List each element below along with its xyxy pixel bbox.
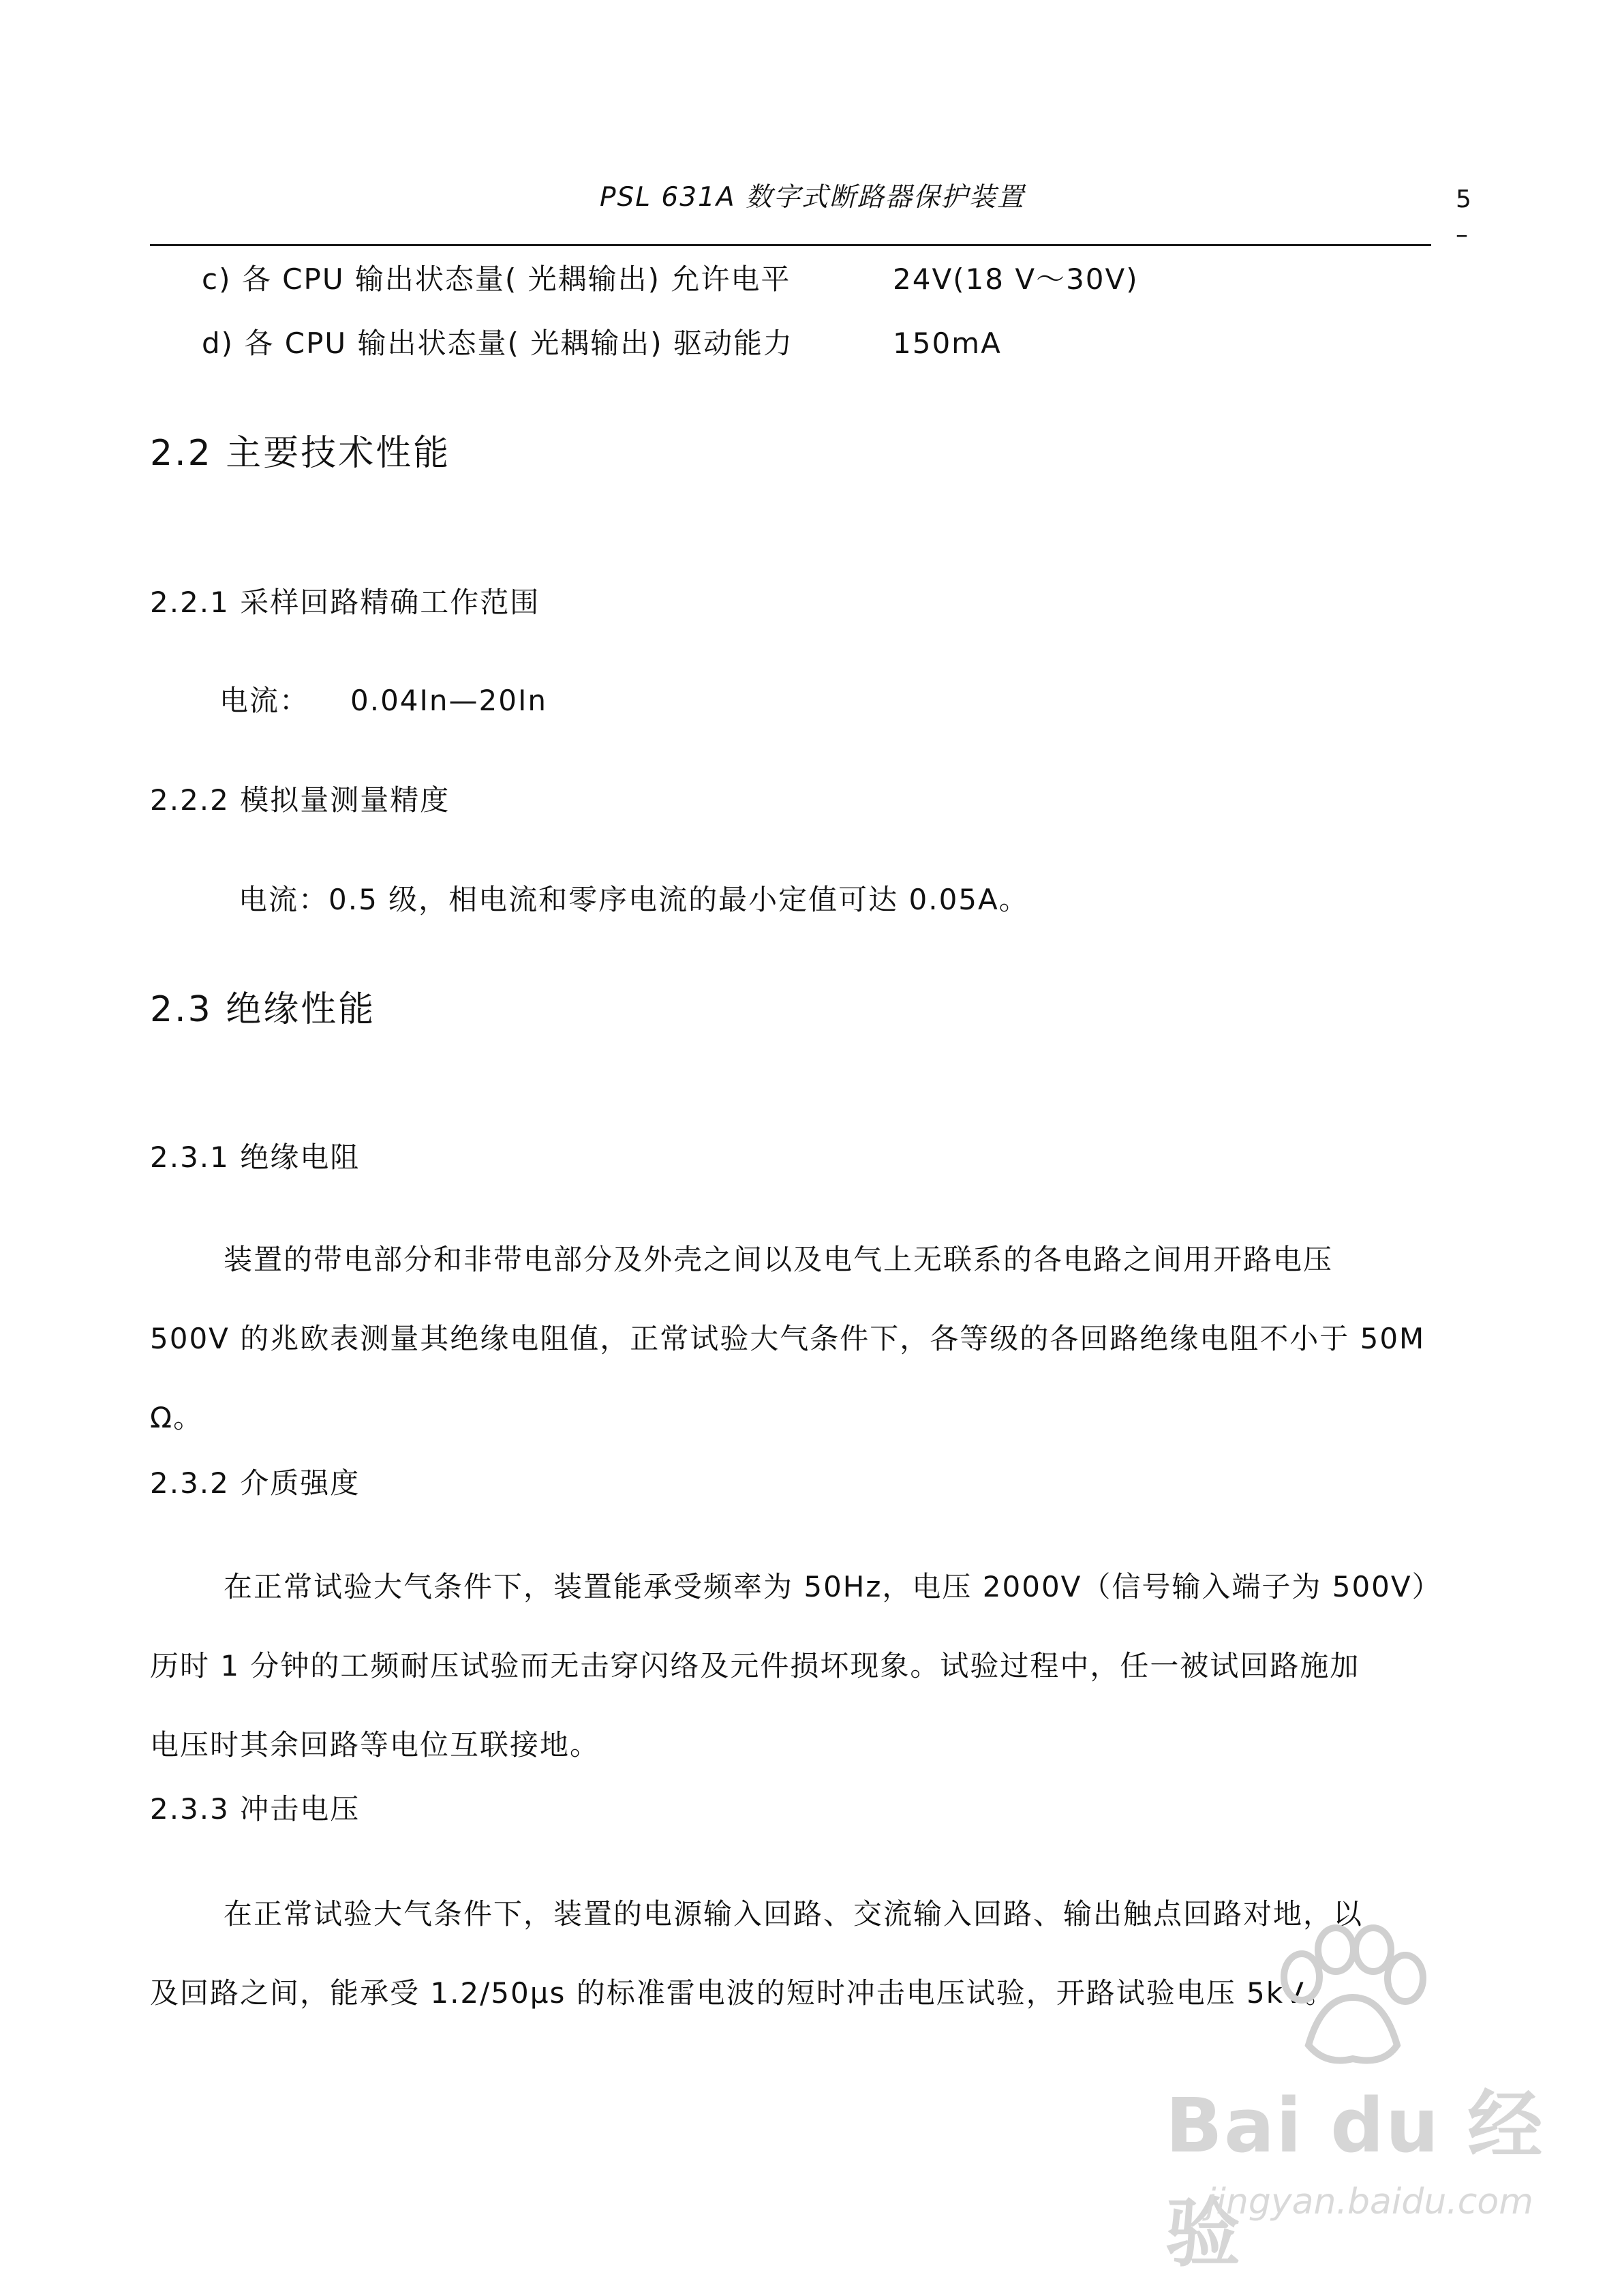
watermark-url: jingyan.baidu.com — [1206, 2181, 1533, 2222]
current-range-label: 电流： — [219, 684, 310, 717]
paragraph-line: 500V 的兆欧表测量其绝缘电阻值，正常试验大气条件下，各等级的各回路绝缘电阻不小于 50M — [150, 1322, 1426, 1355]
paw-icon — [1261, 1922, 1438, 2072]
page-header-title: PSL 631A 数字式断路器保护装置 — [600, 182, 1025, 213]
section-2-3-heading: 2.3 绝缘性能 — [150, 989, 376, 1030]
paragraph-line: 在正常试验大气条件下，装置能承受频率为 50Hz，电压 2000V（信号输入端子为 500V） — [224, 1570, 1442, 1603]
page-number-dash: – — [1456, 221, 1468, 249]
paragraph-line: 及回路之间，能承受 1.2/50μs 的标准雷电波的短时冲击电压试验，开路试验电压 5kV。 — [150, 1976, 1335, 2010]
section-2-2-heading: 2.2 主要技术性能 — [150, 433, 451, 474]
paragraph-line: Ω。 — [150, 1401, 204, 1434]
insulation-resistance-paragraph — [150, 1220, 1479, 1457]
page-number: 5 — [1456, 185, 1471, 213]
section-2-3-3-heading: 2.3.3 冲击电压 — [150, 1792, 361, 1826]
watermark-brand: Bai du 经验 — [1165, 2082, 1544, 2277]
section-2-2-2-heading: 2.2.2 模拟量测量精度 — [150, 783, 450, 817]
spec-c-value: 24V(18 V～30V) — [893, 262, 1139, 296]
section-2-2-1-heading: 2.2.1 采样回路精确工作范围 — [150, 586, 540, 619]
section-2-3-1-heading: 2.3.1 绝缘电阻 — [150, 1141, 361, 1174]
measurement-accuracy-text: 电流：0.5 级，相电流和零序电流的最小定值可达 0.05A。 — [239, 883, 1029, 916]
paragraph-line: 历时 1 分钟的工频耐压试验而无击穿闪络及元件损坏现象。试验过程中，任一被试回路施加 — [150, 1649, 1360, 1682]
header-rule — [150, 244, 1431, 246]
paragraph-line: 装置的带电部分和非带电部分及外壳之间以及电气上无联系的各电路之间用开路电压 — [224, 1243, 1334, 1276]
section-2-3-2-heading: 2.3.2 介质强度 — [150, 1466, 361, 1500]
current-range-value: 0.04In—20In — [350, 684, 547, 717]
spec-c-label: c) 各 CPU 输出状态量( 光耦输出) 允许电平 — [202, 262, 791, 296]
baidu-watermark — [1152, 1922, 1561, 2277]
dielectric-strength-paragraph — [150, 1547, 1479, 1785]
paragraph-line: 在正常试验大气条件下，装置的电源输入回路、交流输入回路、输出触点回路对地，以 — [224, 1897, 1364, 1931]
paragraph-line: 电压时其余回路等电位互联接地。 — [150, 1728, 600, 1762]
spec-d-value: 150mA — [893, 327, 1002, 360]
spec-d-label: d) 各 CPU 输出状态量( 光耦输出) 驱动能力 — [202, 327, 793, 360]
